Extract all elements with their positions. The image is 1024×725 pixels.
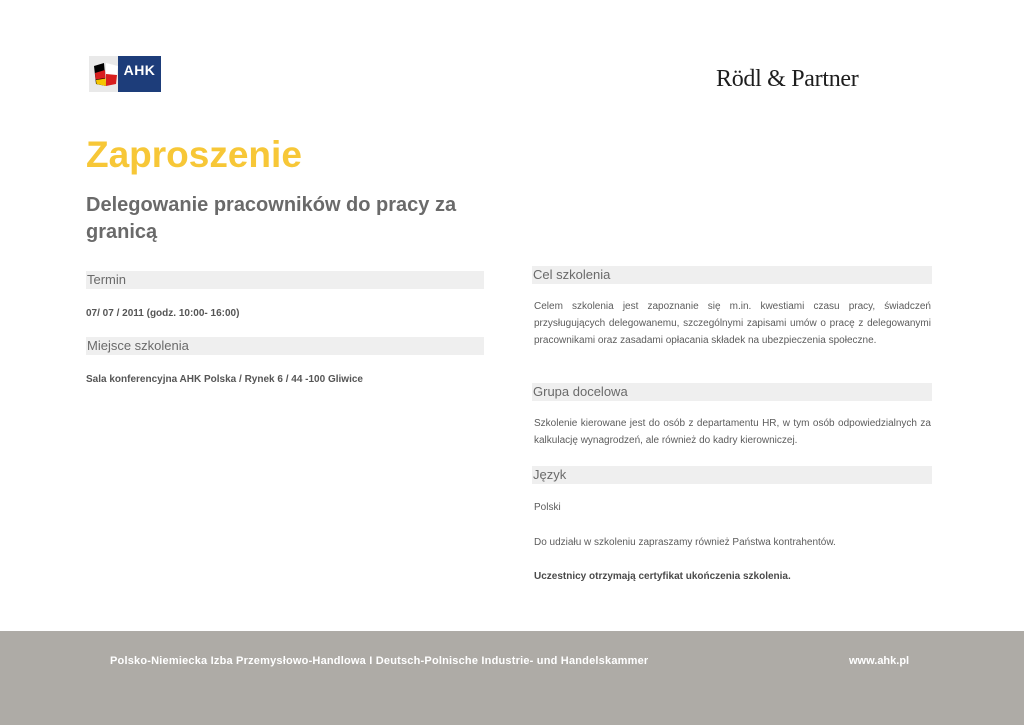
cel-text: Celem szkolenia jest zapoznanie się m.in. kwestiami czasu pracy, świadczeń przysługujących delegowanemu, szczególnymi zapisami umów o pracę z delegowanymi pracownikami oraz zasadami opłacania składek na ubezpieczenia społeczne. (534, 301, 931, 346)
ahk-logo-text: AHK (118, 56, 161, 92)
footer-band (0, 631, 1024, 725)
termin-value: 07/ 07 / 2011 (godz. 10:00- 16:00) (86, 308, 240, 319)
jezyk-value: Polski (534, 502, 561, 513)
footer-organization: Polsko-Niemiecka Izba Przemysłowo-Handlowa I Deutsch-Polnische Industrie- und Handelskammer (110, 655, 649, 667)
cel-heading: Cel szkolenia (532, 266, 932, 284)
miejsce-value: Sala konferencyjna AHK Polska / Rynek 6 / 44 -100 Gliwice (86, 374, 363, 385)
certificate-note: Uczestnicy otrzymają certyfikat ukończenia szkolenia. (534, 571, 791, 582)
footer-url-link[interactable]: www.ahk.pl (849, 655, 910, 667)
jezyk-heading: Język (532, 466, 932, 484)
grupa-heading: Grupa docelowa (532, 383, 932, 401)
page-subtitle: Delegowanie pracowników do pracy za granicą (86, 194, 457, 243)
invite-note: Do udziału w szkoleniu zapraszamy również Państwa kontrahentów. (534, 537, 836, 548)
grupa-text: Szkolenie kierowane jest do osób z departamentu HR, w tym osób odpowiedzialnych za kalkulację wynagrodzeń, ale również do kadry kierowniczej. (534, 418, 931, 446)
miejsce-heading: Miejsce szkolenia (86, 337, 484, 355)
flag-mark-icon (92, 60, 120, 88)
page-title: Zaproszenie (86, 134, 302, 175)
ahk-logo (89, 56, 161, 92)
termin-heading: Termin (86, 271, 484, 289)
rodl-partner-logo: Rödl & Partner (716, 66, 859, 92)
